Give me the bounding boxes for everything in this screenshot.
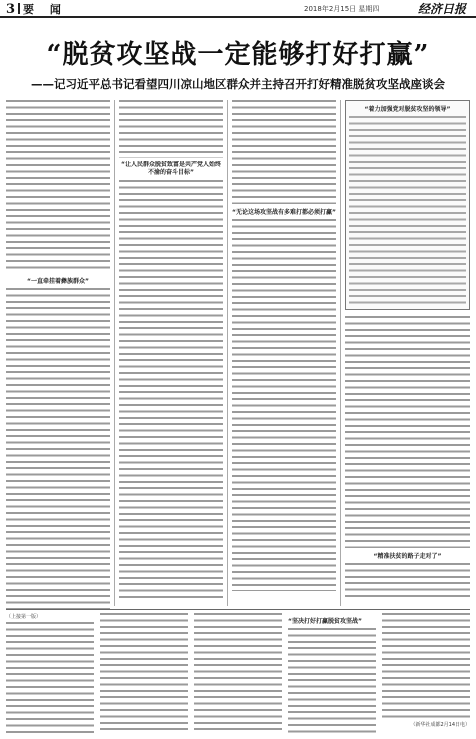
byline: （新华社成都2月14日电） <box>410 722 470 728</box>
body-text <box>6 288 110 610</box>
column-1 <box>6 100 110 610</box>
column-2 <box>119 100 223 598</box>
body-text <box>232 219 336 591</box>
sidebar-box-title: “着力加强党对脱贫攻坚的领导” <box>364 106 451 113</box>
headline: “脱贫攻坚战一定能够打好打赢” <box>46 40 430 70</box>
column-divider <box>227 100 228 606</box>
subheadline: ——记习近平总书记看望四川凉山地区群众并主持召开打好精准脱贫攻坚战座谈会 <box>31 77 445 91</box>
page-label <box>6 1 67 17</box>
body-text <box>232 100 336 204</box>
page-number: 3 <box>6 2 16 17</box>
column-3 <box>232 100 336 591</box>
section-title-5: “精准扶贫的路子走对了” <box>373 553 442 560</box>
body-text <box>6 100 110 273</box>
body-text <box>119 180 223 598</box>
masthead <box>0 0 476 18</box>
column-divider <box>114 100 115 606</box>
body-text <box>382 613 470 721</box>
body-text <box>349 116 466 306</box>
section-name: 要 闻 <box>23 3 67 16</box>
bottom-column-3 <box>194 613 282 734</box>
column-4 <box>345 100 470 601</box>
bottom-column-1 <box>6 613 94 735</box>
section-title-2: “让人民群众脱贫致富是共产党人始终不渝的奋斗目标” <box>121 161 221 176</box>
newspaper-logo: 经济日报 <box>417 2 466 16</box>
body-text <box>194 613 282 734</box>
sidebar-box <box>345 100 470 310</box>
bottom-column-5 <box>382 613 470 728</box>
body-text <box>119 100 223 158</box>
separator-bar <box>18 3 20 14</box>
body-text <box>288 628 376 736</box>
continuation-section <box>6 613 470 735</box>
section-title-4: “坚决打好打赢脱贫攻坚战” <box>288 618 362 625</box>
column-divider <box>340 100 341 606</box>
section-rule <box>6 609 470 610</box>
body-text <box>345 316 470 548</box>
body-text <box>6 622 94 735</box>
bottom-column-4 <box>288 613 376 736</box>
section-title-1: “一直牵挂着彝族群众” <box>27 278 89 285</box>
body-text <box>100 613 188 734</box>
bottom-column-2 <box>100 613 188 734</box>
continuation-label: （上接第一版） <box>6 614 42 620</box>
body-text <box>345 563 470 601</box>
section-title-3: “无论这场攻坚战有多难打都必须打赢” <box>232 209 336 216</box>
issue-date: 2018年2月15日 星期四 <box>304 5 380 13</box>
